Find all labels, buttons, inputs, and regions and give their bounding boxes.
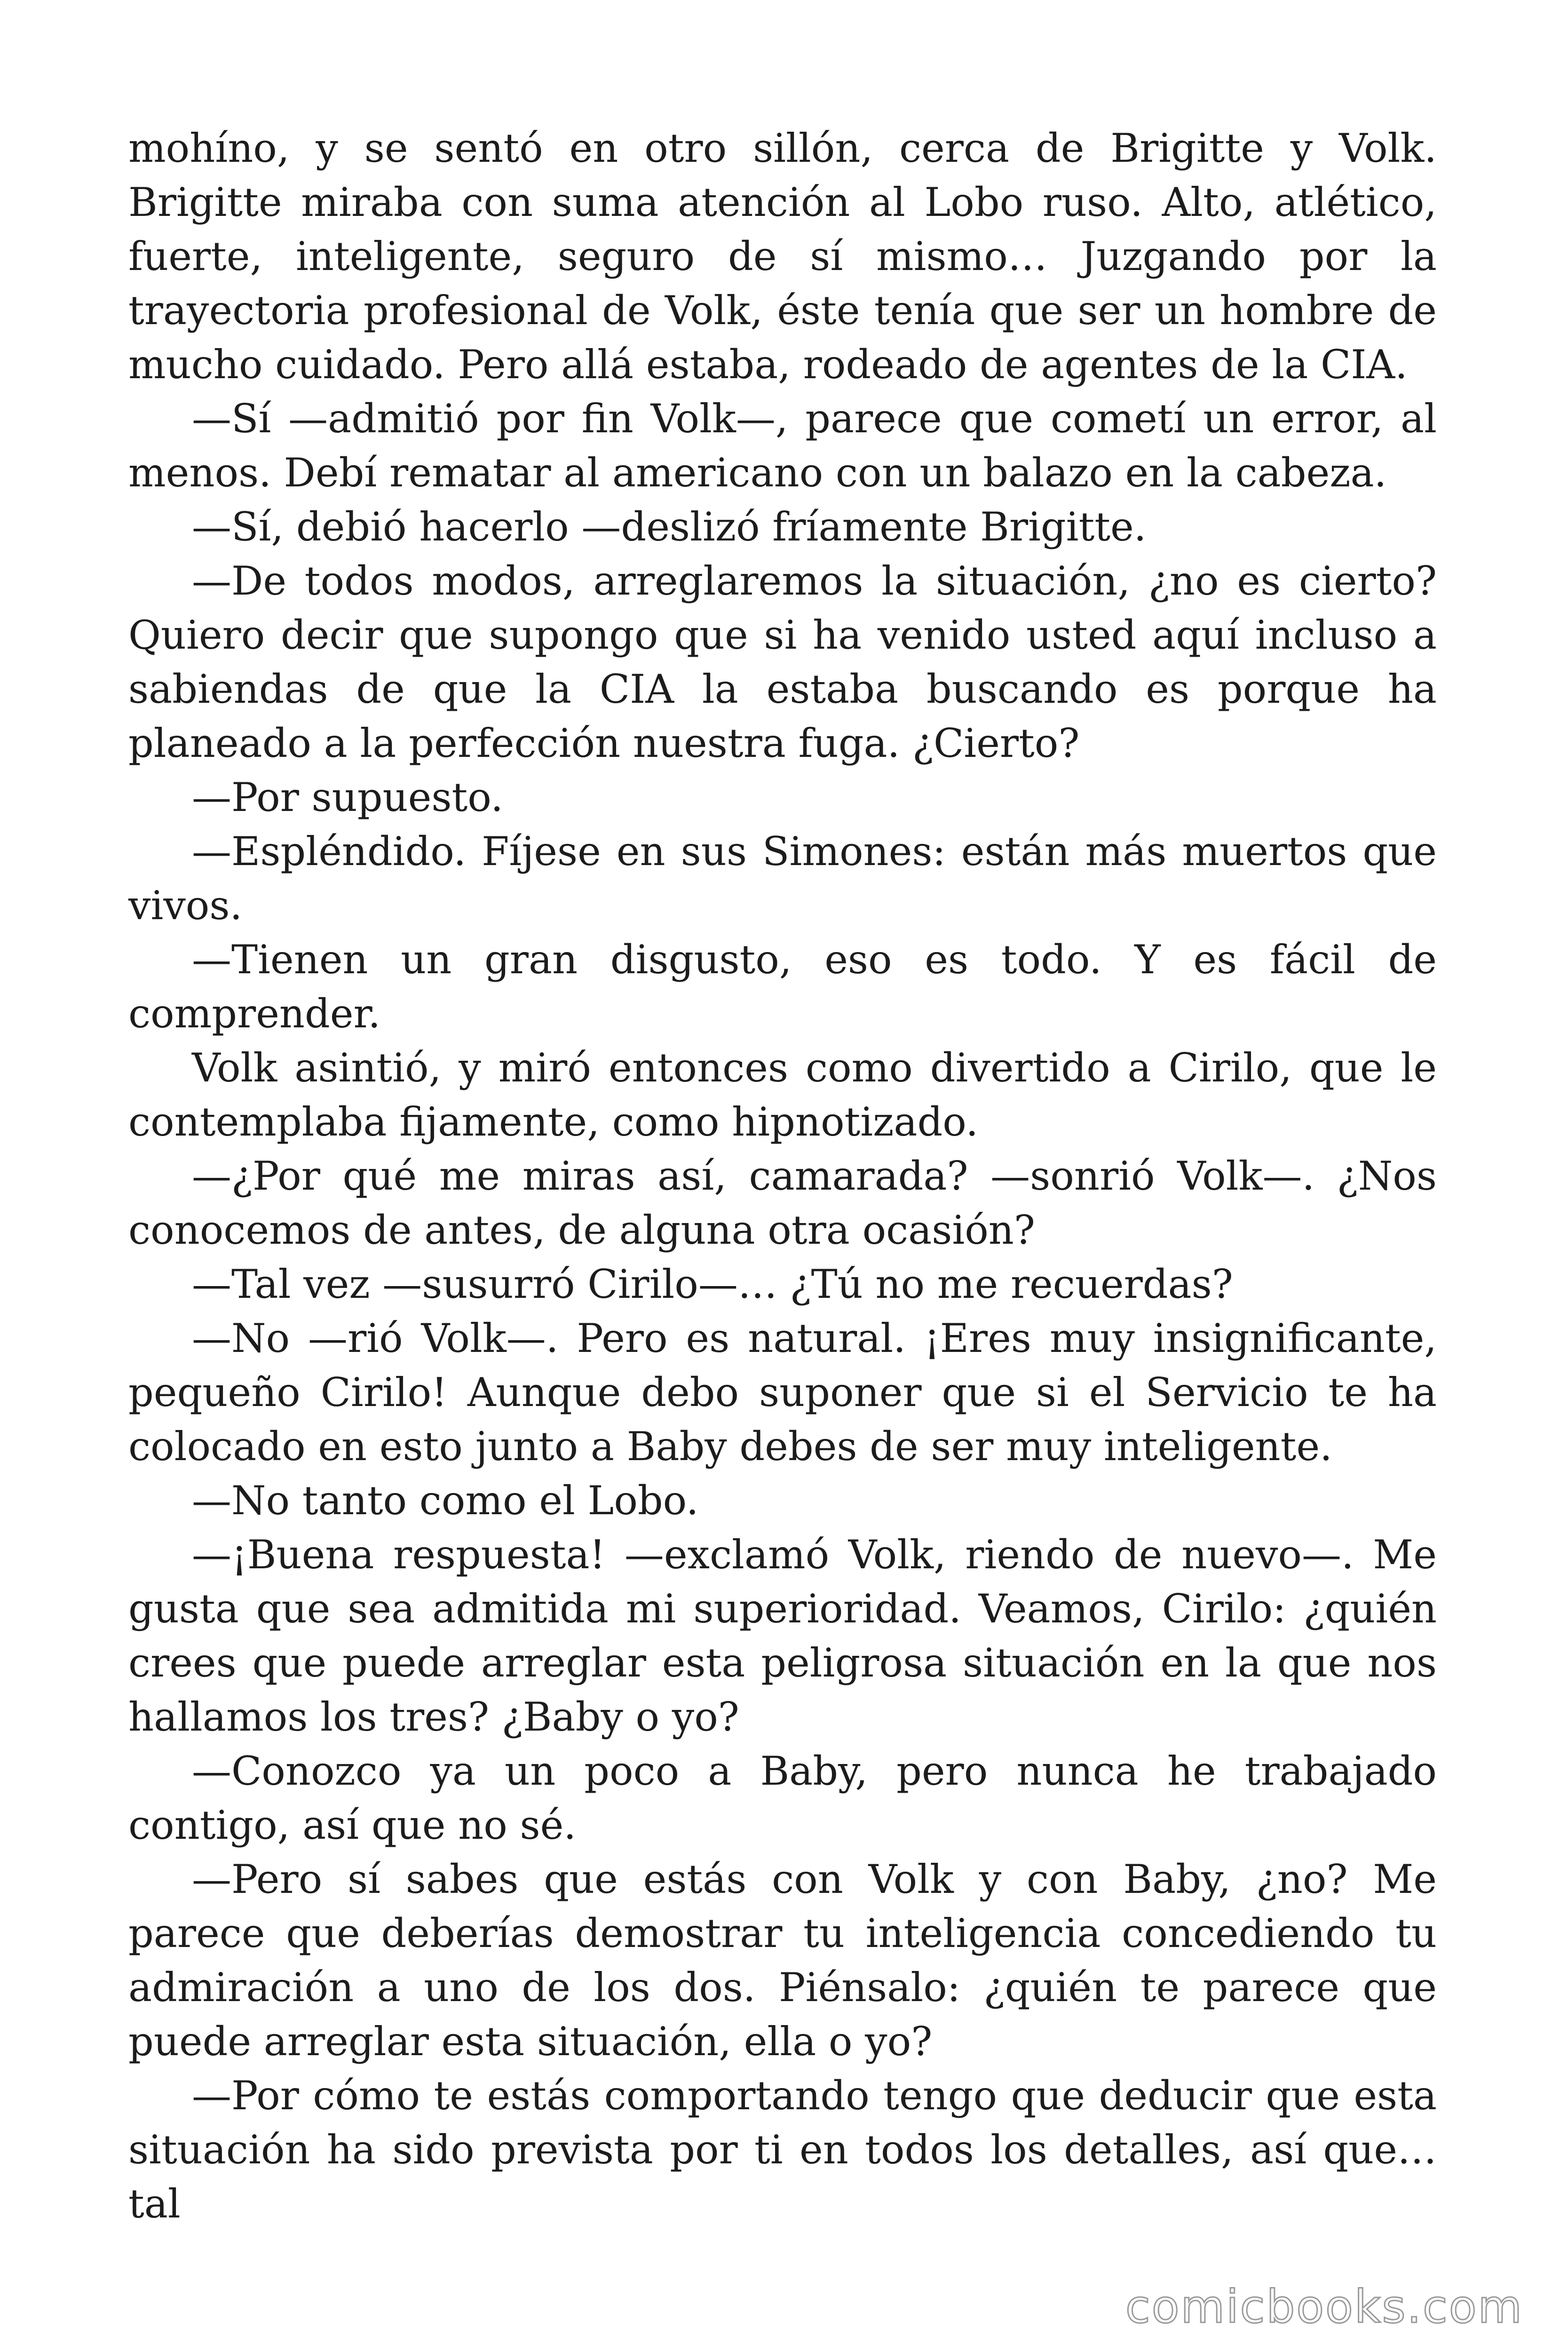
paragraph: —Conozco ya un poco a Baby, pero nunca he trabajado contigo, así que no sé. [128, 1748, 1437, 1848]
paragraph: —Por supuesto. [192, 774, 503, 820]
paragraph: —Tienen un gran disgusto, eso es todo. Y es fácil de comprender. [128, 937, 1437, 1037]
paragraph: —Sí —admitió por fin Volk—, parece que cometí un error, al menos. Debí rematar al americano con un balazo en la cabeza. [128, 396, 1437, 496]
watermark: comicbooks.com [1125, 2280, 1523, 2333]
body-text [128, 121, 1437, 2231]
paragraph: —Pero sí sabes que estás con Volk y con Baby, ¿no? Me parece que deberías demostrar tu inteligencia concediendo tu admiración a uno de los dos. Piénsalo: ¿quién te parece que puede arreglar esta situación, ella o yo? [128, 1856, 1437, 2065]
paragraph: —De todos modos, arreglaremos la situación, ¿no es cierto? Quiero decir que supongo que si ha venido usted aquí incluso a sabiendas de que la CIA la estaba buscando es porque ha planeado a la perfección nuestra fuga. ¿Cierto? [128, 558, 1437, 766]
paragraph: Volk asintió, y miró entonces como divertido a Cirilo, que le contemplaba fijamente, como hipnotizado. [128, 1045, 1437, 1145]
paragraph: —Tal vez —susurró Cirilo—… ¿Tú no me recuerdas? [192, 1261, 1233, 1307]
paragraph: —No tanto como el Lobo. [192, 1478, 699, 1524]
paragraph: —Sí, debió hacerlo —deslizó fríamente Brigitte. [192, 504, 1147, 550]
paragraph: —Por cómo te estás comportando tengo que deducir que esta situación ha sido prevista por ti en todos los detalles, así que… tal [128, 2073, 1437, 2227]
paragraph: —¿Por qué me miras así, camarada? —sonrió Volk—. ¿Nos conocemos de antes, de alguna otra ocasión? [128, 1153, 1437, 1253]
paragraph: —Espléndido. Fíjese en sus Simones: están más muertos que vivos. [128, 828, 1437, 929]
paragraph: —No —rió Volk—. Pero es natural. ¡Eres muy insignificante, pequeño Cirilo! Aunque debo suponer que si el Servicio te ha colocado en esto junto a Baby debes de ser muy inteligente. [128, 1315, 1437, 1470]
paragraph: —¡Buena respuesta! —exclamó Volk, riendo de nuevo—. Me gusta que sea admitida mi superioridad. Veamos, Cirilo: ¿quién crees que puede arreglar esta peligrosa situación en la que nos hallamos los tres? ¿Baby o yo? [128, 1532, 1437, 1740]
paragraph: mohíno, y se sentó en otro sillón, cerca de Brigitte y Volk. Brigitte miraba con suma atención al Lobo ruso. Alto, atlético, fuerte, inteligente, seguro de sí mismo… Juzgando por la trayectoria profesional de Volk, éste tenía que ser un hombre de mucho cuidado. Pero allá estaba, rodeado de agentes de la CIA. [128, 125, 1437, 388]
